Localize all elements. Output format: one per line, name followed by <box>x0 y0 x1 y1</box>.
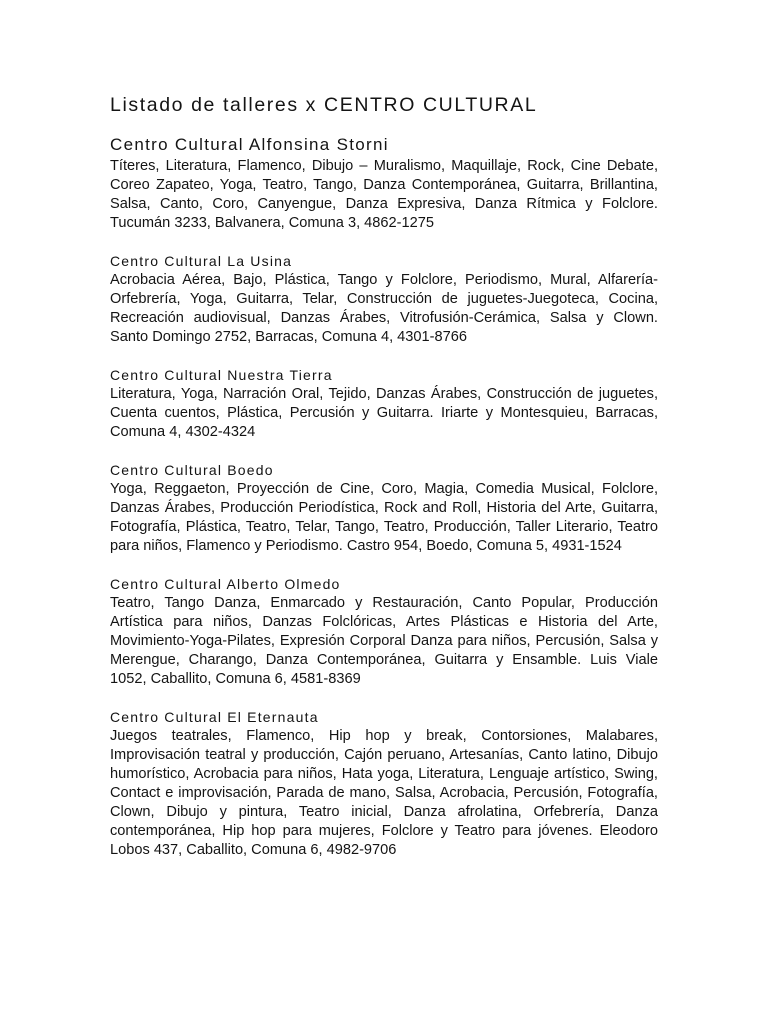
document-title: Listado de talleres x CENTRO CULTURAL <box>110 94 538 116</box>
section-alfonsina-storni <box>110 134 658 233</box>
section-el-eternauta <box>110 708 658 860</box>
section-body: Teatro, Tango Danza, Enmarcado y Restauración, Canto Popular, Producción Artística para niños, Danzas Folclóricas, Artes Plásticas e Historia del Arte, Movimiento-Yoga-Pilates, Expresión Corporal Danza para niños, Percusión, Salsa y Merengue, Charango, Danza Contemporánea, Guitarra y Ensamble. Luis Viale 1052, Caballito, Comuna 6, 4581-8369 <box>110 595 658 687</box>
section-title: Centro Cultural La Usina <box>110 253 293 269</box>
section-body: Juegos teatrales, Flamenco, Hip hop y break, Contorsiones, Malabares, Improvisación teatral y producción, Cajón peruano, Artesanías, Canto latino, Dibujo humorístico, Acrobacia para niños, Hata yoga, Literatura, Lenguaje artístico, Swing, Contact e improvisación, Parada de mano, Salsa, Acrobacia, Percusión, Fotografía, Clown, Dibujo y pintura, Teatro inicial, Danza afrolatina, Orfebrería, Danza contemporánea, Hip hop para mujeres, Folclore y Teatro para jóvenes. Eleodoro Lobos 437, Caballito, Comuna 6, 4982-9706 <box>110 728 658 858</box>
section-body: Acrobacia Aérea, Bajo, Plástica, Tango y Folclore, Periodismo, Mural, Alfarería-Orfebrería, Yoga, Guitarra, Telar, Construcción de juguetes-Juegoteca, Cocina, Recreación audiovisual, Danzas Árabes, Vitrofusión-Cerámica, Salsa y Clown. Santo Domingo 2752, Barracas, Comuna 4, 4301-8766 <box>110 272 658 345</box>
section-title: Centro Cultural Nuestra Tierra <box>110 367 333 383</box>
section-boedo <box>110 461 658 556</box>
section-title: Centro Cultural El Eternauta <box>110 709 319 725</box>
section-body: Yoga, Reggaeton, Proyección de Cine, Coro, Magia, Comedia Musical, Folclore, Danzas Árabes, Producción Periodística, Rock and Roll, Historia del Arte, Guitarra, Fotografía, Plástica, Teatro, Telar, Tango, Teatro, Producción, Taller Literario, Teatro para niños, Flamenco y Periodismo. Castro 954, Boedo, Comuna 5, 4931-1524 <box>110 481 658 554</box>
document-page <box>110 92 658 860</box>
section-title: Centro Cultural Alfonsina Storni <box>110 135 389 154</box>
section-alberto-olmedo <box>110 575 658 689</box>
section-title: Centro Cultural Boedo <box>110 462 274 478</box>
section-body: Títeres, Literatura, Flamenco, Dibujo – Muralismo, Maquillaje, Rock, Cine Debate, Coreo Zapateo, Yoga, Teatro, Tango, Danza Contemporánea, Guitarra, Brillantina, Salsa, Canto, Coro, Canyengue, Danza Expresiva, Danza Rítmica y Folclore. Tucumán 3233, Balvanera, Comuna 3, 4862-1275 <box>110 158 658 231</box>
section-nuestra-tierra <box>110 366 658 442</box>
section-title: Centro Cultural Alberto Olmedo <box>110 576 341 592</box>
section-body: Literatura, Yoga, Narración Oral, Tejido, Danzas Árabes, Construcción de juguetes, Cuenta cuentos, Plástica, Percusión y Guitarra. Iriarte y Montesquieu, Barracas, Comuna 4, 4302-4324 <box>110 386 658 440</box>
section-la-usina <box>110 252 658 347</box>
